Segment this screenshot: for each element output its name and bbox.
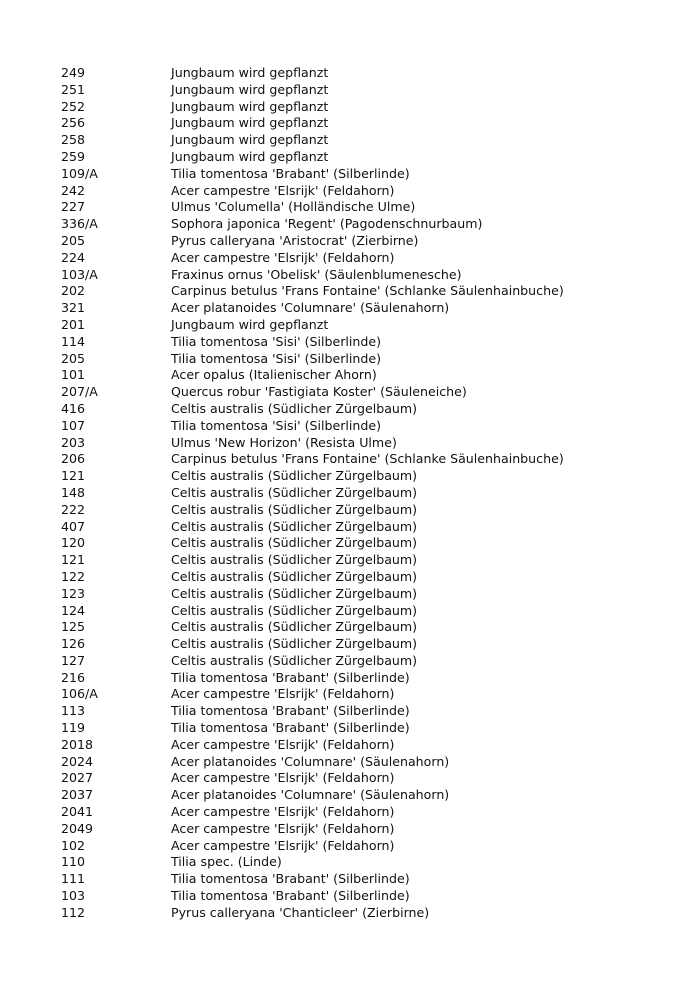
tree-number: 2041: [61, 804, 94, 820]
tree-species: Sophora japonica 'Regent' (Pagodenschnurbaum): [171, 216, 483, 232]
tree-number: 110: [61, 854, 86, 870]
tree-number: 109/A: [61, 165, 98, 181]
list-item: [61, 267, 661, 284]
tree-species: Tilia tomentosa 'Sisi' (Silberlinde): [171, 350, 382, 366]
tree-number: 112: [61, 904, 86, 920]
tree-species: Celtis australis (Südlicher Zürgelbaum): [171, 602, 418, 618]
tree-species: Tilia tomentosa 'Brabant' (Silberlinde): [171, 703, 410, 719]
tree-species: Tilia tomentosa 'Sisi' (Silberlinde): [171, 417, 382, 433]
list-item: [61, 821, 661, 838]
list-item: [61, 586, 661, 603]
list-item: [61, 519, 661, 536]
list-item: [61, 317, 661, 334]
tree-number: 2037: [61, 787, 94, 803]
list-item: [61, 334, 661, 351]
list-item: [61, 468, 661, 485]
tree-species: Acer platanoides 'Columnare' (Säulenahorn): [171, 787, 450, 803]
tree-species: Acer campestre 'Elsrijk' (Feldahorn): [171, 837, 395, 853]
tree-number: 2018: [61, 736, 94, 752]
list-item: [61, 99, 661, 116]
tree-number: 103: [61, 888, 86, 904]
tree-number: 216: [61, 669, 86, 685]
tree-number: 256: [61, 115, 86, 131]
tree-species: Ulmus 'New Horizon' (Resista Ulme): [171, 434, 397, 450]
tree-number: 2049: [61, 820, 94, 836]
tree-number: 2024: [61, 753, 94, 769]
tree-species: Acer campestre 'Elsrijk' (Feldahorn): [171, 686, 395, 702]
list-item: [61, 115, 661, 132]
tree-number: 122: [61, 568, 86, 584]
list-item: [61, 199, 661, 216]
tree-species: Acer campestre 'Elsrijk' (Feldahorn): [171, 820, 395, 836]
tree-species: Acer platanoides 'Columnare' (Säulenahorn): [171, 300, 450, 316]
list-item: [61, 569, 661, 586]
tree-number: 123: [61, 585, 86, 601]
list-item: [61, 401, 661, 418]
tree-number: 207/A: [61, 384, 98, 400]
list-item: [61, 754, 661, 771]
list-item: [61, 905, 661, 922]
tree-species: Acer campestre 'Elsrijk' (Feldahorn): [171, 770, 395, 786]
tree-number: 124: [61, 602, 86, 618]
list-item: [61, 132, 661, 149]
list-item: [61, 552, 661, 569]
tree-number: 407: [61, 518, 86, 534]
tree-species: Jungbaum wird gepflanzt: [171, 115, 329, 131]
list-item: [61, 686, 661, 703]
tree-species: Celtis australis (Südlicher Zürgelbaum): [171, 535, 418, 551]
tree-number: 206: [61, 451, 86, 467]
tree-species: Celtis australis (Südlicher Zürgelbaum): [171, 619, 418, 635]
tree-species: Tilia tomentosa 'Brabant' (Silberlinde): [171, 888, 410, 904]
list-item: [61, 603, 661, 620]
tree-species: Ulmus 'Columella' (Holländische Ulme): [171, 199, 416, 215]
tree-number: 114: [61, 333, 86, 349]
tree-species: Carpinus betulus 'Frans Fontaine' (Schlanke Säulenhainbuche): [171, 283, 564, 299]
tree-species: Pyrus calleryana 'Aristocrat' (Zierbirne): [171, 232, 419, 248]
list-item: [61, 535, 661, 552]
tree-species: Pyrus calleryana 'Chanticleer' (Zierbirne): [171, 904, 430, 920]
tree-number: 258: [61, 132, 86, 148]
tree-species: Acer platanoides 'Columnare' (Säulenahorn): [171, 753, 450, 769]
tree-species: Celtis australis (Südlicher Zürgelbaum): [171, 552, 418, 568]
tree-number: 203: [61, 434, 86, 450]
tree-species: Jungbaum wird gepflanzt: [171, 81, 329, 97]
tree-number: 249: [61, 65, 86, 80]
list-item: [61, 435, 661, 452]
tree-species: Acer campestre 'Elsrijk' (Feldahorn): [171, 249, 395, 265]
list-item: [61, 283, 661, 300]
tree-species: Jungbaum wird gepflanzt: [171, 148, 329, 164]
tree-species: Quercus robur 'Fastigiata Koster' (Säuleneiche): [171, 384, 467, 400]
tree-species: Tilia spec. (Linde): [171, 854, 282, 870]
tree-species: Fraxinus ornus 'Obelisk' (Säulenblumenesche): [171, 266, 462, 282]
tree-species: Tilia tomentosa 'Brabant' (Silberlinde): [171, 165, 410, 181]
tree-number: 336/A: [61, 216, 98, 232]
list-item: [61, 166, 661, 183]
tree-number: 106/A: [61, 686, 98, 702]
tree-number: 242: [61, 182, 86, 198]
tree-species: Jungbaum wird gepflanzt: [171, 132, 329, 148]
list-item: [61, 250, 661, 267]
tree-species: Jungbaum wird gepflanzt: [171, 65, 329, 80]
list-item: [61, 82, 661, 99]
tree-species: Acer campestre 'Elsrijk' (Feldahorn): [171, 182, 395, 198]
tree-species: Tilia tomentosa 'Brabant' (Silberlinde): [171, 669, 410, 685]
tree-species: Tilia tomentosa 'Brabant' (Silberlinde): [171, 871, 410, 887]
tree-number: 2027: [61, 770, 94, 786]
tree-number: 107: [61, 417, 86, 433]
list-item: [61, 367, 661, 384]
tree-species: Acer campestre 'Elsrijk' (Feldahorn): [171, 804, 395, 820]
tree-number: 126: [61, 636, 86, 652]
tree-number: 201: [61, 316, 86, 332]
tree-species: Tilia tomentosa 'Brabant' (Silberlinde): [171, 720, 410, 736]
list-item: [61, 300, 661, 317]
tree-number: 251: [61, 81, 86, 97]
list-item: [61, 485, 661, 502]
list-item: [61, 888, 661, 905]
tree-number: 148: [61, 484, 86, 500]
tree-number: 205: [61, 350, 86, 366]
tree-number: 125: [61, 619, 86, 635]
tree-number: 252: [61, 98, 86, 114]
tree-number: 111: [61, 871, 86, 887]
list-item: [61, 737, 661, 754]
tree-species: Celtis australis (Südlicher Zürgelbaum): [171, 585, 418, 601]
tree-number: 101: [61, 367, 86, 383]
tree-species: Celtis australis (Südlicher Zürgelbaum): [171, 652, 418, 668]
tree-number: 321: [61, 300, 86, 316]
tree-species: Tilia tomentosa 'Sisi' (Silberlinde): [171, 333, 382, 349]
tree-species: Acer opalus (Italienischer Ahorn): [171, 367, 377, 383]
tree-number: 416: [61, 400, 86, 416]
list-item: [61, 670, 661, 687]
tree-list: [61, 65, 661, 922]
list-item: [61, 502, 661, 519]
list-item: [61, 418, 661, 435]
tree-species: Celtis australis (Südlicher Zürgelbaum): [171, 518, 418, 534]
list-item: [61, 787, 661, 804]
tree-number: 202: [61, 283, 86, 299]
tree-species: Celtis australis (Südlicher Zürgelbaum): [171, 484, 418, 500]
list-item: [61, 216, 661, 233]
list-item: [61, 838, 661, 855]
tree-number: 103/A: [61, 266, 98, 282]
list-item: [61, 351, 661, 368]
list-item: [61, 451, 661, 468]
list-item: [61, 149, 661, 166]
tree-number: 121: [61, 468, 86, 484]
list-item: [61, 183, 661, 200]
tree-number: 113: [61, 703, 86, 719]
tree-species: Celtis australis (Südlicher Zürgelbaum): [171, 400, 418, 416]
tree-number: 121: [61, 552, 86, 568]
tree-number: 120: [61, 535, 86, 551]
list-item: [61, 619, 661, 636]
list-item: [61, 384, 661, 401]
tree-number: 227: [61, 199, 86, 215]
tree-species: Celtis australis (Südlicher Zürgelbaum): [171, 501, 418, 517]
tree-number: 119: [61, 720, 86, 736]
tree-species: Celtis australis (Südlicher Zürgelbaum): [171, 468, 418, 484]
list-item: [61, 65, 661, 82]
list-item: [61, 703, 661, 720]
list-item: [61, 233, 661, 250]
tree-species: Jungbaum wird gepflanzt: [171, 98, 329, 114]
tree-number: 205: [61, 232, 86, 248]
list-item: [61, 854, 661, 871]
tree-number: 224: [61, 249, 86, 265]
tree-number: 222: [61, 501, 86, 517]
tree-species: Acer campestre 'Elsrijk' (Feldahorn): [171, 736, 395, 752]
tree-species: Celtis australis (Südlicher Zürgelbaum): [171, 636, 418, 652]
tree-species: Jungbaum wird gepflanzt: [171, 316, 329, 332]
list-item: [61, 636, 661, 653]
list-item: [61, 770, 661, 787]
tree-number: 127: [61, 652, 86, 668]
list-item: [61, 720, 661, 737]
list-item: [61, 653, 661, 670]
tree-species: Celtis australis (Südlicher Zürgelbaum): [171, 568, 418, 584]
list-item: [61, 871, 661, 888]
list-item: [61, 804, 661, 821]
tree-species: Carpinus betulus 'Frans Fontaine' (Schlanke Säulenhainbuche): [171, 451, 564, 467]
tree-number: 102: [61, 837, 86, 853]
tree-number: 259: [61, 148, 86, 164]
